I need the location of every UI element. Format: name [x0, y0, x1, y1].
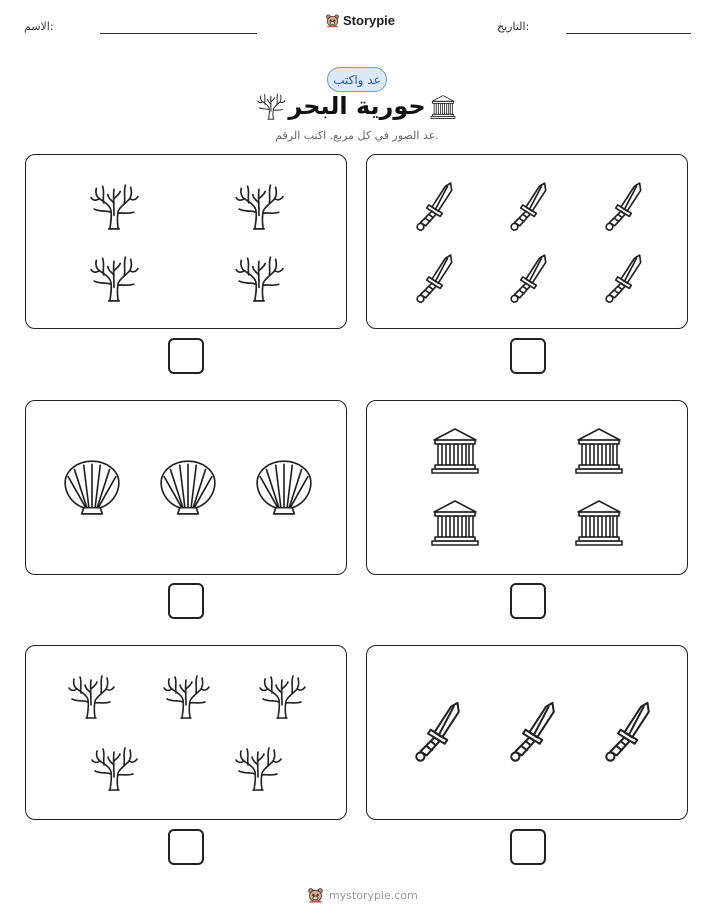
counting-panel-bottom-right: [366, 645, 688, 820]
instructions: عد الصور في كل مربع. اكتب الرقم.: [275, 129, 439, 142]
coral-icon: [233, 252, 285, 304]
answer-box-middle-left[interactable]: [168, 583, 204, 619]
answer-box-middle-right[interactable]: [510, 583, 546, 619]
dagger-icon: [597, 252, 649, 304]
seashell-icon: [157, 458, 219, 516]
coral-icon: [89, 742, 139, 794]
worksheet-title: حورية البحر: [288, 92, 426, 120]
date-write-line[interactable]: [566, 33, 691, 34]
dagger-icon: [502, 180, 554, 232]
bear-logo-icon: [325, 12, 340, 29]
dagger-icon: [595, 697, 659, 765]
coral-icon: [88, 180, 140, 232]
coral-icon: [66, 670, 116, 722]
dagger-icon: [408, 180, 460, 232]
dagger-icon: [500, 697, 564, 765]
counting-panel-middle-left: [25, 400, 347, 575]
brand-name: Storypie: [343, 13, 396, 28]
seashell-icon: [253, 458, 315, 516]
seashell-icon: [61, 458, 123, 516]
dagger-icon: [502, 252, 554, 304]
temple-icon: [430, 498, 480, 548]
counting-panel-top-right: [366, 154, 688, 329]
footer: [307, 886, 418, 904]
coral-icon: [233, 180, 285, 232]
bear-logo-icon: [307, 886, 324, 904]
date-label: التاريخ:: [497, 20, 530, 33]
name-label: الاسم:: [24, 20, 54, 33]
counting-panel-bottom-left: [25, 645, 347, 820]
temple-icon: [429, 94, 457, 120]
coral-icon: [161, 670, 211, 722]
coral-icon: [88, 252, 140, 304]
answer-box-top-left[interactable]: [168, 338, 204, 374]
temple-icon: [430, 426, 480, 476]
footer-url[interactable]: mystorypie.com: [329, 888, 418, 902]
coral-icon: [257, 670, 307, 722]
answer-box-top-right[interactable]: [510, 338, 546, 374]
name-write-line[interactable]: [100, 33, 257, 34]
answer-box-bottom-right[interactable]: [510, 829, 546, 865]
temple-icon: [574, 426, 624, 476]
activity-badge: عد واكتب: [327, 67, 387, 92]
coral-icon: [233, 742, 283, 794]
temple-icon: [574, 498, 624, 548]
dagger-icon: [408, 252, 460, 304]
counting-panel-middle-right: [366, 400, 688, 575]
storypie-logo: [325, 12, 395, 29]
counting-panel-top-left: [25, 154, 347, 329]
answer-box-bottom-left[interactable]: [168, 829, 204, 865]
dagger-icon: [597, 180, 649, 232]
dagger-icon: [405, 697, 469, 765]
